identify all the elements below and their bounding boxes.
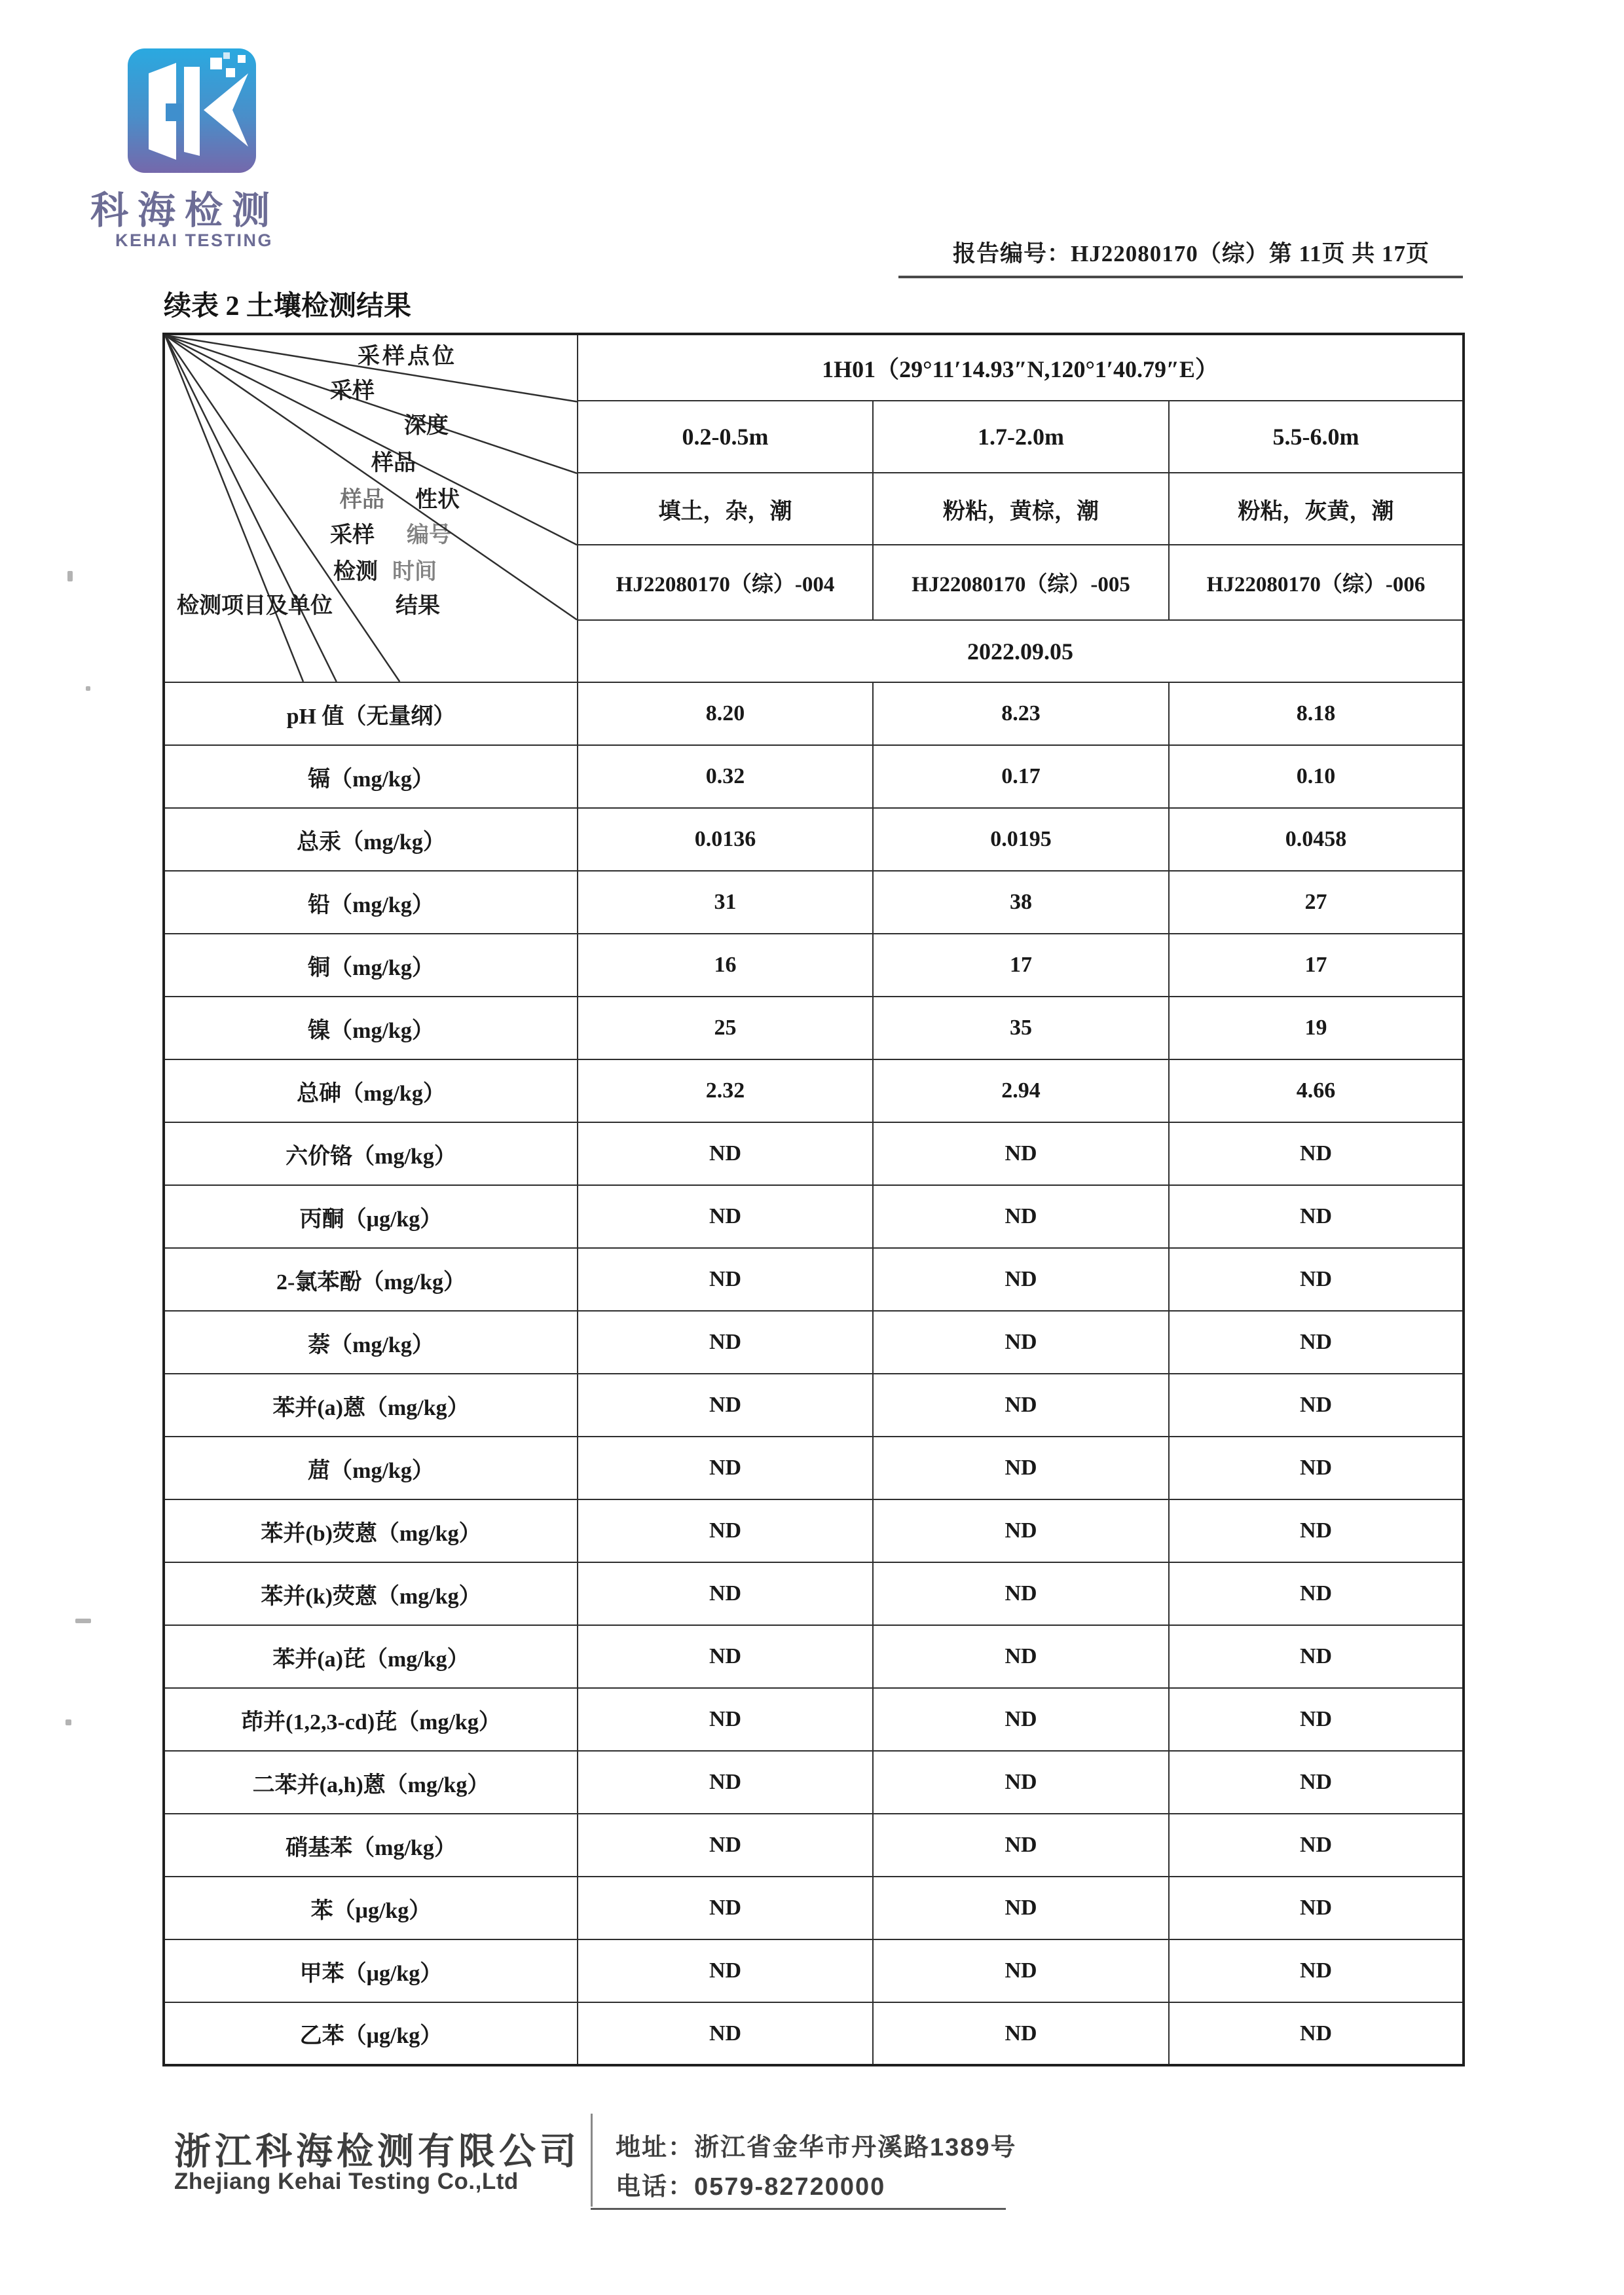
item-label: 乙苯（μg/kg） (164, 2002, 578, 2065)
result-value: ND (1169, 1688, 1464, 1751)
item-label: 铅（mg/kg） (164, 871, 578, 934)
result-value: 17 (1169, 934, 1464, 997)
item-label: 萘（mg/kg） (164, 1311, 578, 1374)
scan-artifact (65, 1719, 71, 1725)
result-value: 8.18 (1169, 682, 1464, 745)
page-title: 续表 2 土壤检测结果 (164, 291, 412, 321)
result-value: ND (1169, 1562, 1464, 1625)
table-row (164, 1374, 1464, 1437)
result-value: 31 (578, 871, 873, 934)
result-value: ND (578, 2002, 873, 2065)
result-value: 35 (873, 997, 1169, 1059)
table-row (164, 1688, 1464, 1751)
result-value: ND (1169, 1122, 1464, 1185)
item-label: 䓛（mg/kg） (164, 1437, 578, 1499)
result-value: ND (1169, 1185, 1464, 1248)
corner-label-result: 结果 (396, 594, 440, 618)
result-value: ND (1169, 1939, 1464, 2002)
result-value: 2.94 (873, 1059, 1169, 1122)
result-value: 38 (873, 871, 1169, 934)
result-value: ND (1169, 1625, 1464, 1688)
corner-label-character: 性状 (415, 488, 460, 512)
result-value: ND (578, 1311, 873, 1374)
table-row (164, 1751, 1464, 1814)
result-value: ND (578, 1374, 873, 1437)
item-label: 总汞（mg/kg） (164, 808, 578, 871)
corner-label-number: 编号 (407, 523, 451, 547)
result-value: ND (873, 1814, 1169, 1877)
result-value: 17 (873, 934, 1169, 997)
table-row (164, 1499, 1464, 1562)
item-label: pH 值（无量纲） (164, 682, 578, 745)
item-label: 硝基苯（mg/kg） (164, 1814, 578, 1877)
result-value: ND (1169, 1877, 1464, 1939)
table-row (164, 1814, 1464, 1877)
corner-label-sample: 样品 (371, 451, 416, 475)
logo-text-cn: 科海检测 (90, 189, 280, 232)
result-value: 8.23 (873, 682, 1169, 745)
result-value: ND (1169, 1437, 1464, 1499)
footer-phone: 电话：0579-82720000 (616, 2173, 886, 2201)
table-row (164, 2002, 1464, 2065)
table-row (164, 1059, 1464, 1122)
footer-rule (591, 2208, 1006, 2210)
result-value: ND (873, 2002, 1169, 2065)
item-label: 总砷（mg/kg） (164, 1059, 578, 1122)
header-row-location (164, 334, 1464, 401)
result-value: ND (578, 1688, 873, 1751)
result-value: ND (873, 1122, 1169, 1185)
result-value: ND (1169, 1374, 1464, 1437)
result-value: ND (1169, 1248, 1464, 1311)
footer-address: 地址：浙江省金华市丹溪路1389号 (616, 2134, 1017, 2161)
depth-cell: 5.5-6.0m (1169, 401, 1464, 473)
result-value: 27 (1169, 871, 1464, 934)
test-date-cell: 2022.09.05 (578, 620, 1464, 682)
item-label: 镉（mg/kg） (164, 745, 578, 808)
header-rule (898, 276, 1463, 278)
result-value: ND (578, 1185, 873, 1248)
table-corner-header (164, 334, 578, 682)
sample-id-cell: HJ22080170（综）-006 (1169, 545, 1464, 620)
result-value: 8.20 (578, 682, 873, 745)
logo-text-en: KEHAI TESTING (115, 230, 274, 250)
corner-label-depth: 深度 (404, 414, 449, 438)
item-label: 甲苯（μg/kg） (164, 1939, 578, 2002)
item-label: 二苯并(a,h)蒽（mg/kg） (164, 1751, 578, 1814)
table-row (164, 1437, 1464, 1499)
table-row (164, 1185, 1464, 1248)
table-row (164, 997, 1464, 1059)
report-number: 报告编号：HJ22080170（综）第 11页 共 17页 (953, 241, 1430, 266)
result-value: ND (873, 1688, 1169, 1751)
item-label: 铜（mg/kg） (164, 934, 578, 997)
result-value: ND (578, 1625, 873, 1688)
result-value: 19 (1169, 997, 1464, 1059)
result-value: ND (873, 1311, 1169, 1374)
table-row (164, 871, 1464, 934)
table-row (164, 1311, 1464, 1374)
result-value: ND (578, 1562, 873, 1625)
result-value: ND (1169, 2002, 1464, 2065)
result-value: ND (1169, 1814, 1464, 1877)
corner-label-sampling: 采样 (330, 379, 375, 403)
result-value: ND (873, 1374, 1169, 1437)
result-value: ND (873, 1751, 1169, 1814)
item-label: 丙酮（μg/kg） (164, 1185, 578, 1248)
item-label: 六价铬（mg/kg） (164, 1122, 578, 1185)
result-value: ND (873, 1562, 1169, 1625)
result-value: ND (578, 1939, 873, 2002)
table-row (164, 808, 1464, 871)
result-value: ND (578, 1751, 873, 1814)
texture-cell: 填土，杂，潮 (578, 473, 873, 545)
result-value: 0.32 (578, 745, 873, 808)
result-value: 0.17 (873, 745, 1169, 808)
item-label: 苯并(a)芘（mg/kg） (164, 1625, 578, 1688)
result-value: ND (873, 1877, 1169, 1939)
result-value: 25 (578, 997, 873, 1059)
depth-cell: 0.2-0.5m (578, 401, 873, 473)
depth-cell: 1.7-2.0m (873, 401, 1169, 473)
table-row (164, 1122, 1464, 1185)
footer-company-en: Zhejiang Kehai Testing Co.,Ltd (174, 2169, 519, 2194)
kehai-logo-icon (126, 47, 257, 174)
result-value: 0.0195 (873, 808, 1169, 871)
sample-id-cell: HJ22080170（综）-005 (873, 545, 1169, 620)
result-value: ND (578, 1248, 873, 1311)
table-row (164, 1562, 1464, 1625)
result-value: ND (873, 1185, 1169, 1248)
corner-label-test: 检测 (333, 560, 378, 584)
result-value: ND (873, 1625, 1169, 1688)
item-label: 苯并(b)荧蒽（mg/kg） (164, 1499, 578, 1562)
corner-label-sampling2: 采样 (330, 523, 375, 547)
item-label: 苯并(a)蒽（mg/kg） (164, 1374, 578, 1437)
result-value: 16 (578, 934, 873, 997)
result-value: ND (578, 1814, 873, 1877)
footer-company-cn: 浙江科海检测有限公司 (174, 2131, 580, 2172)
corner-label-time: 时间 (392, 560, 437, 584)
result-value: ND (578, 1499, 873, 1562)
item-label: 2-氯苯酚（mg/kg） (164, 1248, 578, 1311)
texture-cell: 粉粘，黄棕，潮 (873, 473, 1169, 545)
sampling-location-cell: 1H01（29°11′14.93″N,120°1′40.79″E） (578, 334, 1464, 401)
scan-artifact (67, 571, 73, 581)
result-value: ND (873, 1939, 1169, 2002)
result-value: ND (1169, 1499, 1464, 1562)
sample-id-cell: HJ22080170（综）-004 (578, 545, 873, 620)
result-value: ND (873, 1437, 1169, 1499)
result-value: ND (873, 1248, 1169, 1311)
footer-divider (591, 2114, 593, 2207)
result-value: ND (1169, 1311, 1464, 1374)
table-row (164, 1939, 1464, 2002)
item-label: 镍（mg/kg） (164, 997, 578, 1059)
corner-label-items-units: 检测项目及单位 (177, 594, 333, 618)
result-value: 2.32 (578, 1059, 873, 1122)
result-value: 0.10 (1169, 745, 1464, 808)
result-value: ND (578, 1122, 873, 1185)
result-value: ND (873, 1499, 1169, 1562)
corner-label-sampling-point: 采样点位 (358, 344, 457, 369)
result-value: 0.0458 (1169, 808, 1464, 871)
table-row (164, 682, 1464, 745)
result-value: ND (578, 1437, 873, 1499)
item-label: 茚并(1,2,3-cd)芘（mg/kg） (164, 1688, 578, 1751)
result-value: ND (1169, 1751, 1464, 1814)
table-row (164, 1877, 1464, 1939)
result-value: 0.0136 (578, 808, 873, 871)
scan-artifact (86, 686, 90, 691)
result-value: ND (578, 1877, 873, 1939)
scan-artifact (75, 1619, 91, 1623)
table-row (164, 1625, 1464, 1688)
texture-cell: 粉粘，灰黄，潮 (1169, 473, 1464, 545)
results-table (162, 333, 1465, 2066)
result-value: 4.66 (1169, 1059, 1464, 1122)
item-label: 苯并(k)荧蒽（mg/kg） (164, 1562, 578, 1625)
corner-label-sample2: 样品 (340, 488, 384, 512)
item-label: 苯（μg/kg） (164, 1877, 578, 1939)
table-row (164, 1248, 1464, 1311)
table-row (164, 934, 1464, 997)
table-row (164, 745, 1464, 808)
